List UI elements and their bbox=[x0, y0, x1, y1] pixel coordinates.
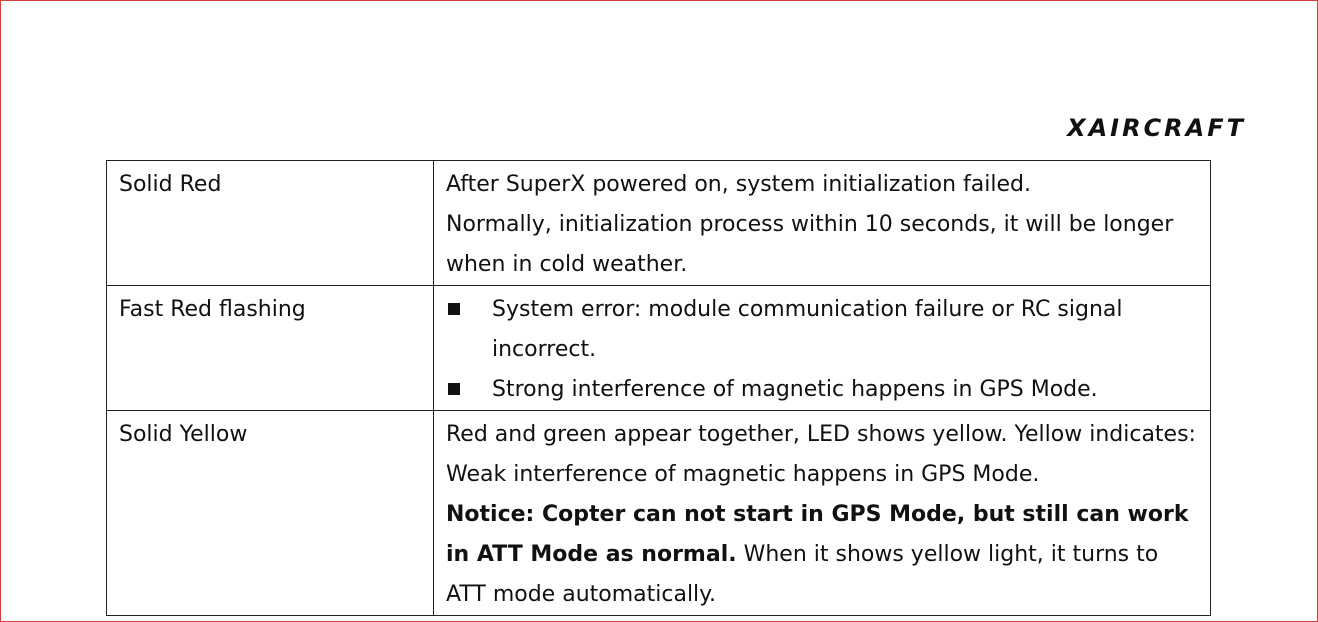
description-line: Red and green appear together, LED shows yellow. Yellow indicates: bbox=[446, 422, 1196, 447]
table-row bbox=[107, 286, 1211, 411]
state-cell: Fast Red flashing bbox=[107, 286, 434, 411]
square-bullet-icon bbox=[448, 383, 460, 395]
state-cell: Solid Red bbox=[107, 161, 434, 286]
notice-paragraph bbox=[446, 495, 1198, 615]
notice-bold-text: Notice: Copter can not start in GPS Mode, but still can work in ATT Mode as normal. bbox=[446, 502, 1189, 567]
list-item bbox=[446, 370, 1198, 410]
list-item bbox=[446, 290, 1198, 370]
description-cell bbox=[434, 286, 1211, 411]
description-line: After SuperX powered on, system initialization failed. bbox=[446, 172, 1031, 197]
state-cell: Solid Yellow bbox=[107, 411, 434, 616]
description-cell bbox=[434, 411, 1211, 616]
bullet-list bbox=[446, 290, 1198, 410]
description-line: Normally, initialization process within 10 seconds, it will be longer when in cold weather. bbox=[446, 212, 1174, 277]
bullet-text: Strong interference of magnetic happens in GPS Mode. bbox=[492, 377, 1098, 402]
brand-logo: XAIRCRAFT bbox=[1067, 114, 1246, 142]
table-row bbox=[107, 411, 1211, 616]
description-line: Weak interference of magnetic happens in GPS Mode. bbox=[446, 462, 1040, 487]
table-row bbox=[107, 161, 1211, 286]
led-status-table bbox=[106, 160, 1211, 616]
bullet-text: System error: module communication failure or RC signal incorrect. bbox=[492, 297, 1123, 362]
notice-text: When it shows yellow light, it turns to ATT mode automatically. bbox=[446, 542, 1159, 607]
square-bullet-icon bbox=[448, 303, 460, 315]
description-cell bbox=[434, 161, 1211, 286]
